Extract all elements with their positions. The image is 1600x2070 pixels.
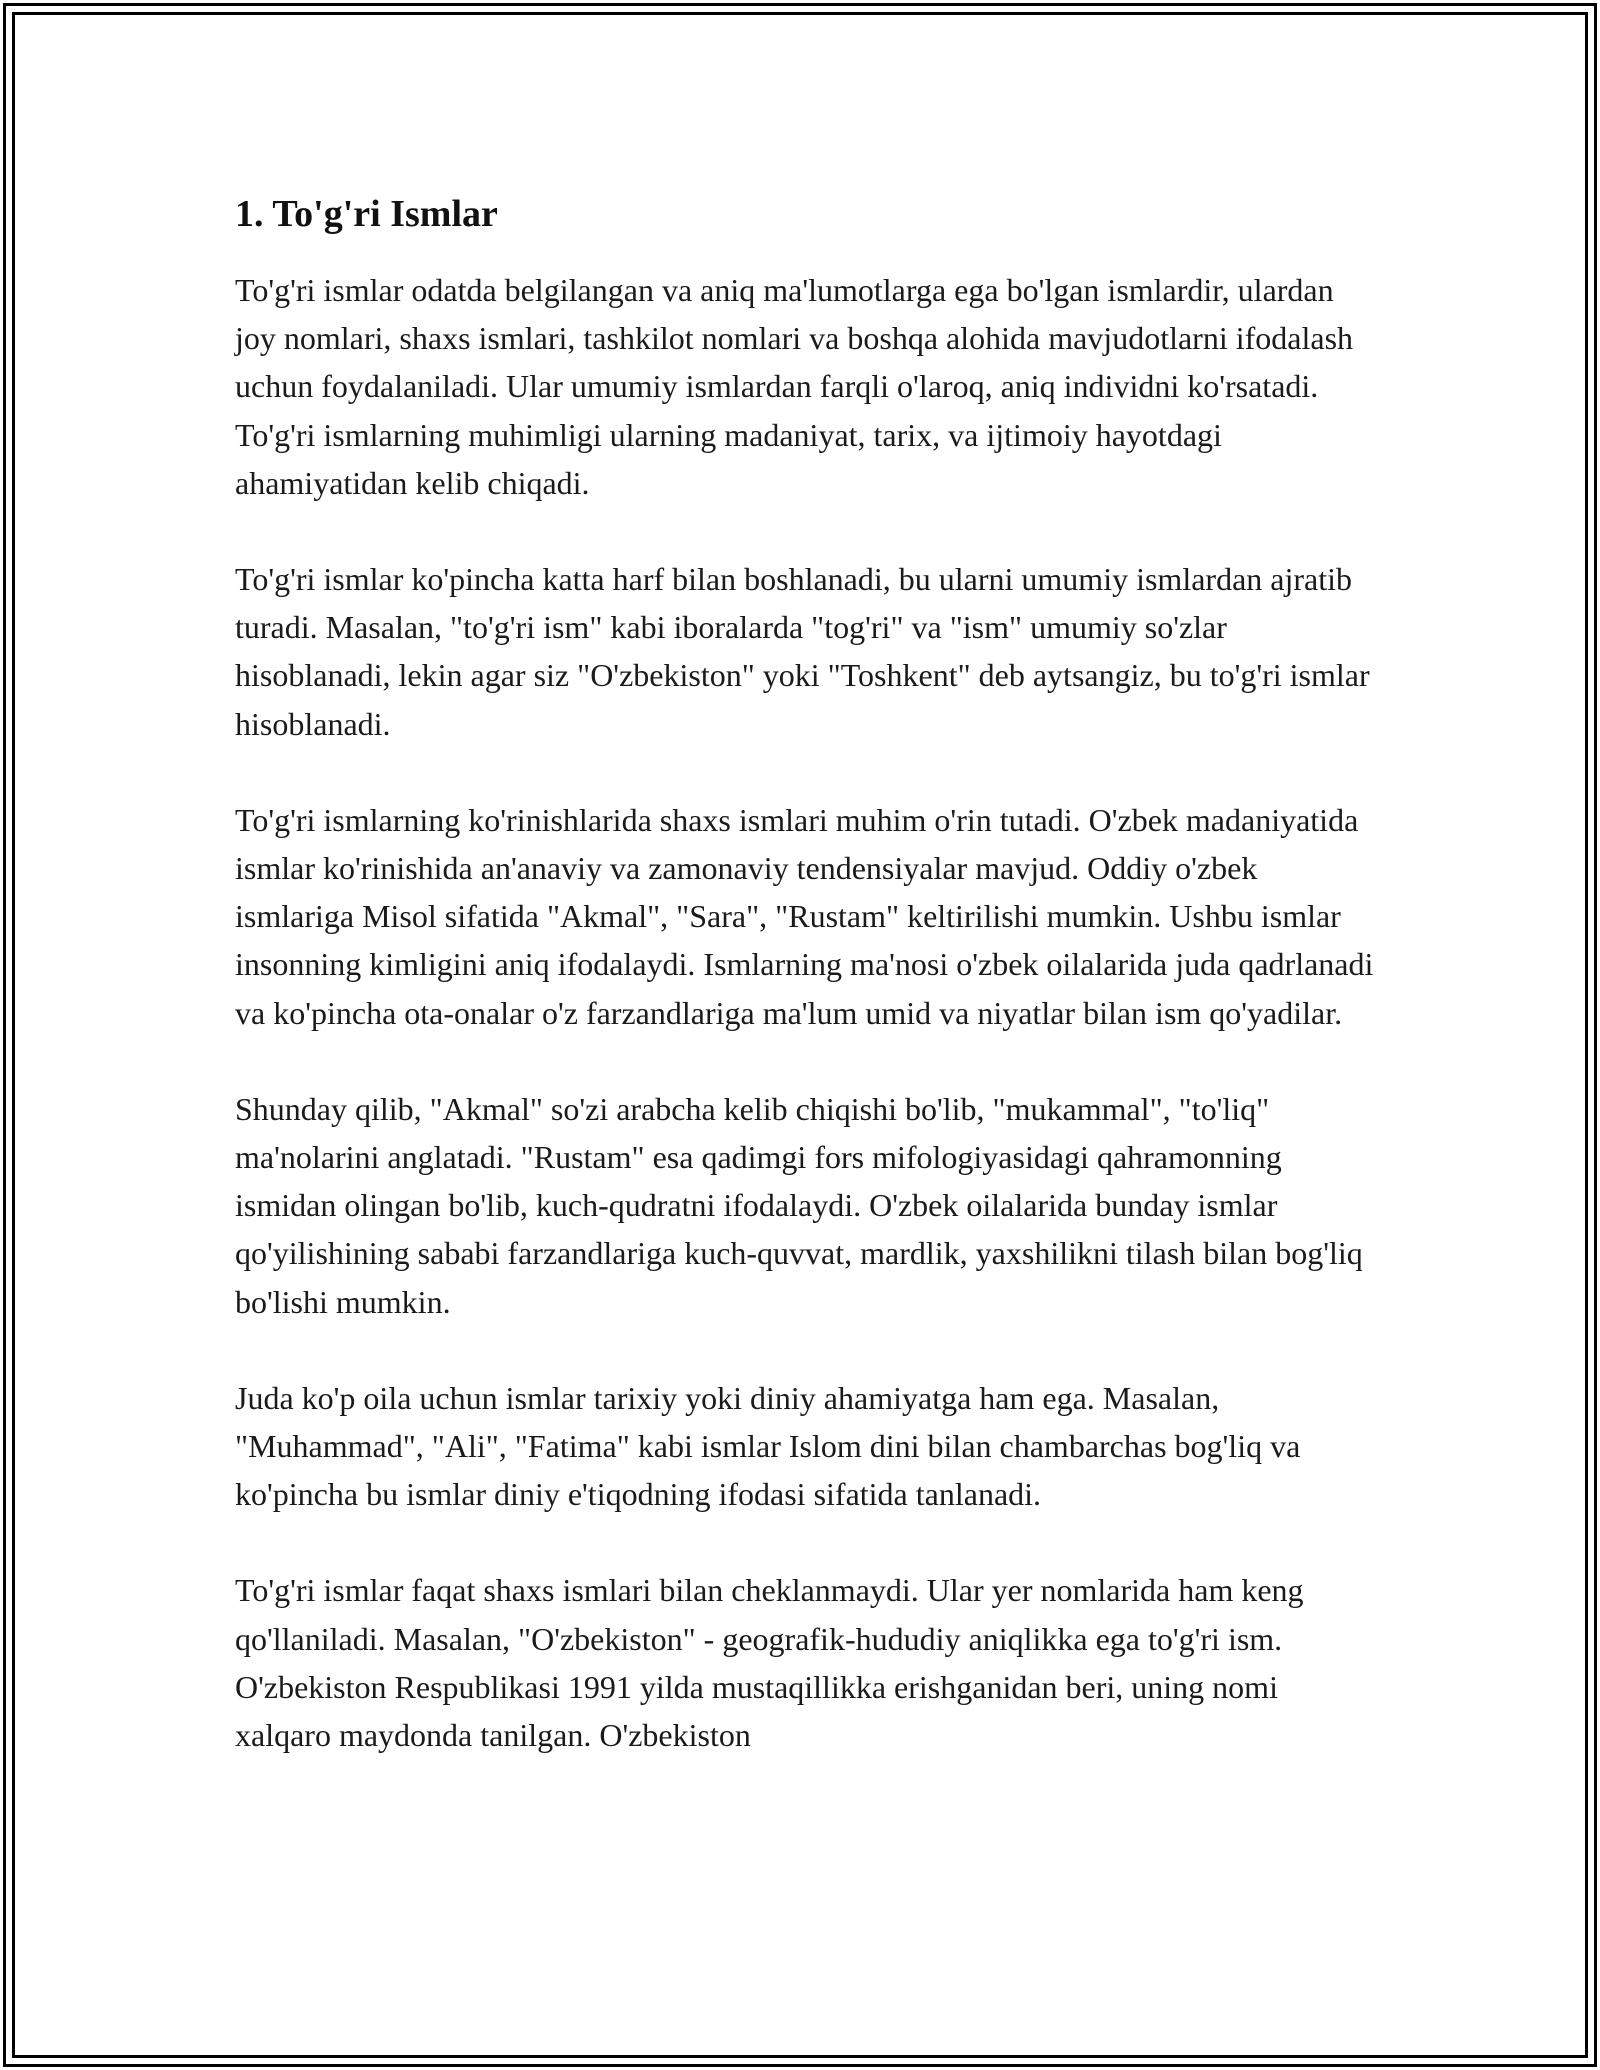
section-heading: 1. To'g'ri Ismlar xyxy=(235,193,498,235)
paragraph-2: To'g'ri ismlar ko'pincha katta harf bilan boshlanadi, bu ularni umumiy ismlardan ajratib turadi. Masalan, "to'g'ri ism" kabi iboralarda "tog'ri" va "ism" umumiy so'zlar hisoblanadi, lekin agar siz "O'zbekiston" yoki "Toshkent" deb aytsangiz, bu to'g'ri ismlar hisoblanadi. xyxy=(235,561,1370,742)
document-body xyxy=(235,190,1375,1807)
paragraph-1: To'g'ri ismlar odatda belgilangan va aniq ma'lumotlarga ega bo'lgan ismlardir, ulardan joy nomlari, shaxs ismlari, tashkilot nomlari va boshqa alohida mavjudotlarni ifodalash uchun foydalaniladi. Ular umumiy ismlardan farqli o'laroq, aniq individni ko'rsatadi. To'g'ri ismlarning muhimligi ularning madaniyat, tarix, va ijtimoiy hayotdagi ahamiyatidan kelib chiqadi. xyxy=(235,272,1354,501)
paragraph-6: To'g'ri ismlar faqat shaxs ismlari bilan cheklanmaydi. Ular yer nomlarida ham keng qo'llaniladi. Masalan, "O'zbekiston" - geografik-hududiy aniqlikka ega to'g'ri ism. O'zbekiston Respublikasi 1991 yilda mustaqillikka erishganidan beri, uning nomi xalqaro maydonda tanilgan. O'zbekiston xyxy=(235,1572,1304,1754)
paragraph-5: Juda ko'p oila uchun ismlar tarixiy yoki diniy ahamiyatga ham ega. Masalan, "Muhammad", "Ali", "Fatima" kabi ismlar Islom dini bilan chambarchas bog'liq va ko'pincha bu ismlar diniy e'tiqodning ifodasi sifatida tanlanadi. xyxy=(235,1379,1301,1513)
paragraph-4: Shunday qilib, "Akmal" so'zi arabcha kelib chiqishi bo'lib, "mukammal", "to'liq" ma'nolarini anglatadi. "Rustam" esa qadimgi fors mifologiyasidagi qahramonning ismidan olingan bo'lib, kuch-qudratni ifodalaydi. O'zbek oilalarida bunday ismlar qo'yilishining sababi farzandlariga kuch-quvvat, mardlik, yaxshilikni tilash bilan bog'liq bo'lishi mumkin. xyxy=(235,1090,1363,1320)
paragraph-3: To'g'ri ismlarning ko'rinishlarida shaxs ismlari muhim o'rin tutadi. O'zbek madaniyatida ismlar ko'rinishida an'anaviy va zamonaviy tendensiyalar mavjud. Oddiy o'zbek ismlariga Misol sifatida "Akmal", "Sara", "Rustam" keltirilishi mumkin. Ushbu ismlar insonning kimligini aniq ifodalaydi. Ismlarning ma'nosi o'zbek oilalarida juda qadrlanadi va ko'pincha ota-onalar o'z farzandlariga ma'lum umid va niyatlar bilan ism qo'yadilar. xyxy=(235,801,1374,1031)
